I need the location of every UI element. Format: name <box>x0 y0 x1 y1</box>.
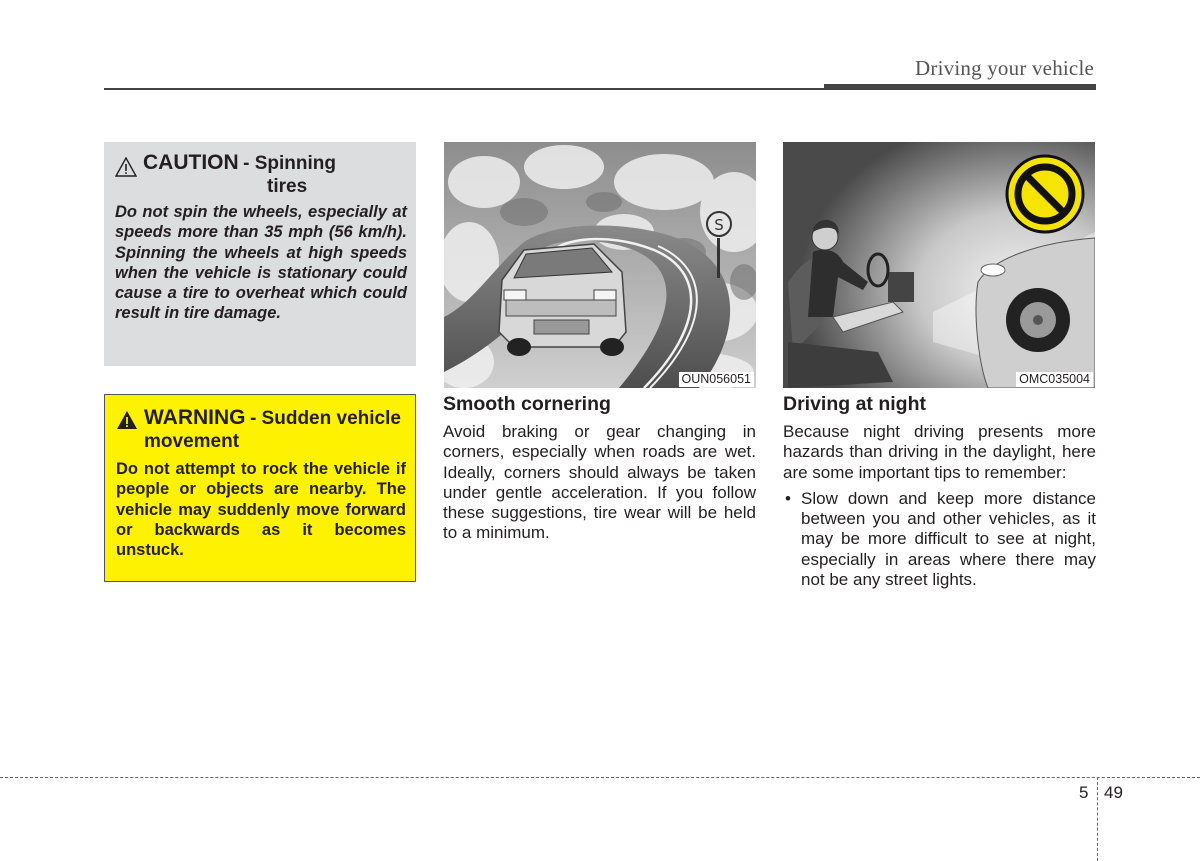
warning-text: Do not attempt to rock the vehicle if people or objects are nearby. The vehicle may suddenly move forward or backwards as it becomes unstuck. <box>116 460 406 560</box>
caution-label: CAUTION <box>143 151 239 174</box>
warning-triangle-icon <box>116 410 138 430</box>
footer-divider <box>1097 777 1098 861</box>
section-title: Driving your vehicle <box>915 56 1094 80</box>
figure-code: OUN056051 <box>679 372 755 387</box>
caution-triangle-icon <box>115 157 137 177</box>
list-item <box>783 489 1096 590</box>
warning-subject: - Sudden vehicle movement <box>144 408 401 452</box>
list-item-text: Slow down and keep more distance between you and other vehicles, as it may be more difficult to see at night, especially in areas where there may not be any street lights. <box>801 488 1096 590</box>
section-paragraph: Avoid braking or gear changing in corners, especially when roads are wet. Ideally, corners should always be taken under gentle acceleration. If you follow these suggestions, tire wear will be held to a minimum. <box>443 422 756 543</box>
figure-smooth-cornering <box>444 142 756 388</box>
figure-driving-at-night <box>783 142 1095 388</box>
caution-subject-cont: tires <box>267 176 308 197</box>
svg-text:S: S <box>714 216 724 234</box>
chapter-number: 5 <box>1079 783 1089 802</box>
car-on-curved-road-illustration <box>444 142 756 388</box>
header-rule-accent <box>824 84 1096 90</box>
section-heading: Smooth cornering <box>443 393 611 415</box>
figure-code: OMC035004 <box>1016 372 1093 387</box>
footer-rule <box>0 777 1200 778</box>
header-rule <box>104 88 824 90</box>
driving-at-night-section <box>783 392 1096 590</box>
section-paragraph: Because night driving presents more hazards than driving in the daylight, here are some important tips to remember: <box>783 422 1096 482</box>
caution-subject: - Spinning <box>243 153 336 174</box>
night-driving-prohibited-illustration <box>783 142 1095 388</box>
smooth-cornering-section <box>443 392 756 544</box>
caution-box <box>104 142 416 366</box>
section-heading: Driving at night <box>783 393 926 415</box>
warning-box <box>104 394 416 582</box>
warning-heading <box>116 407 406 454</box>
warning-label: WARNING <box>144 406 246 429</box>
caution-heading <box>115 152 407 198</box>
bullet-icon: • <box>785 488 791 508</box>
page-number: 49 <box>1104 783 1123 802</box>
caution-text: Do not spin the wheels, especially at speeds more than 35 mph (56 km/h). Spinning the wheels at high speeds when the vehicle is stationary could cause a tire to overheat which could result in tire damage. <box>115 203 407 323</box>
